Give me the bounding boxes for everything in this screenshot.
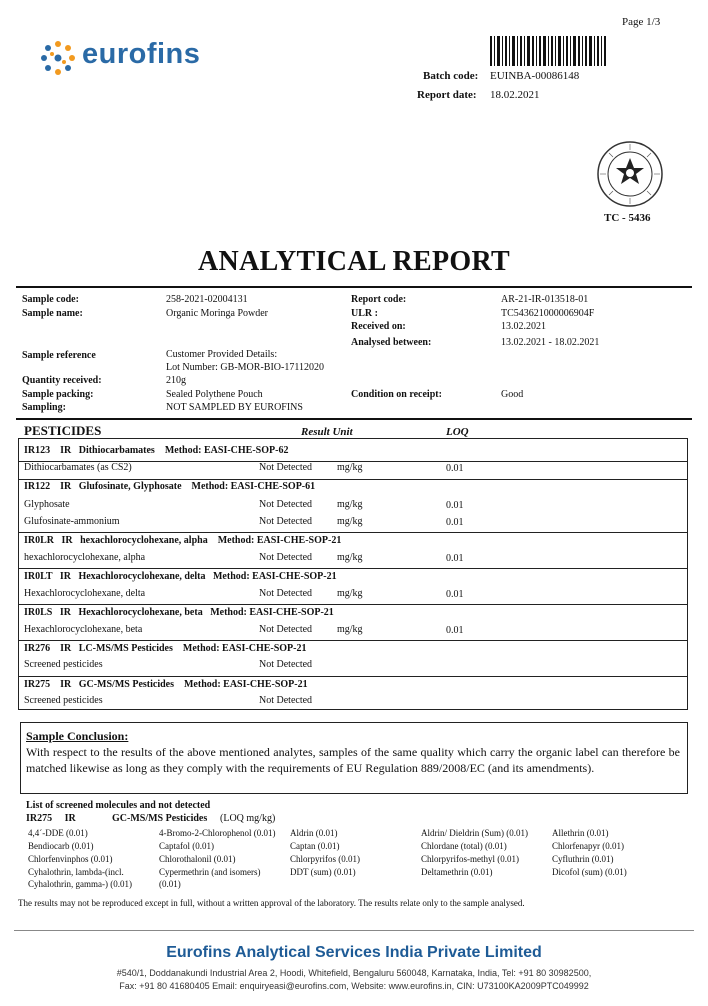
analyte-result: Not Detected bbox=[259, 659, 313, 670]
method-header-ir0lt: IR0LT IR Hexachlorocyclohexane, delta Method: EASI-CHE-SOP-21 bbox=[24, 571, 337, 582]
analyte-name: Dithiocarbamates (as CS2) bbox=[24, 462, 132, 473]
analyte-unit: mg/kg bbox=[337, 624, 363, 635]
batch-code-label: Batch code: bbox=[423, 70, 479, 82]
screened-code: IR275 IR bbox=[26, 813, 76, 824]
analysed-label: Analysed between: bbox=[351, 337, 432, 348]
analyte-unit: mg/kg bbox=[337, 552, 363, 563]
report-date-value: 18.02.2021 bbox=[490, 89, 540, 101]
molecule-item: Bendiocarb (0.01) bbox=[28, 841, 94, 851]
conclusion-text: With respect to the results of the above mentioned analytes, samples of the same quality which carry the organic label can therefore be matched likewise as long as they comply with the requirements of EU Regulation 889/2008/EC (and its amendments). bbox=[26, 745, 680, 775]
group-divider bbox=[18, 479, 688, 480]
received-label: Received on: bbox=[351, 321, 406, 332]
screened-title: List of screened molecules and not detected bbox=[26, 800, 211, 811]
condition-value: Good bbox=[501, 389, 524, 400]
disclaimer: The results may not be reproduced except in full, without a written approval of the laboratory. The results relate only to the sample analysed. bbox=[18, 898, 525, 908]
sample-reference-value-1: Customer Provided Details: bbox=[166, 349, 278, 360]
page-number: Page 1/3 bbox=[622, 16, 661, 28]
analyte-result: Not Detected bbox=[259, 462, 313, 473]
received-value: 13.02.2021 bbox=[501, 321, 546, 332]
report-code-label: Report code: bbox=[351, 294, 407, 305]
company-address-line-2: Fax: +91 80 41680405 Email: enquiryeasi@eurofins.com, Website: www.eurofins.in, CIN: U73100KA2009PTC049992 bbox=[119, 981, 589, 991]
packing-label: Sample packing: bbox=[22, 389, 94, 400]
analyte-result: Not Detected bbox=[259, 552, 313, 563]
molecule-item: Allethrin (0.01) bbox=[552, 828, 609, 838]
company-address-line-1: #540/1, Doddanakundi Industrial Area 2, Hoodi, Whitefield, Bengaluru 560048, Karnataka, India, Tel: +91 80 30982500, bbox=[116, 968, 592, 978]
analyte-name: Glyphosate bbox=[24, 499, 70, 510]
method-header-ir123: IR123 IR Dithiocarbamates Method: EASI-CHE-SOP-62 bbox=[24, 445, 289, 456]
analyte-result: Not Detected bbox=[259, 588, 313, 599]
conclusion-title: Sample Conclusion: bbox=[26, 729, 129, 743]
accreditation-seal-icon bbox=[596, 140, 664, 208]
analyte-name: hexachlorocyclohexane, alpha bbox=[24, 552, 146, 563]
method-header-ir275: IR275 IR GC-MS/MS Pesticides Method: EASI-CHE-SOP-21 bbox=[24, 679, 308, 690]
sample-code-label: Sample code: bbox=[22, 294, 79, 305]
sample-name-value: Organic Moringa Powder bbox=[166, 308, 269, 319]
batch-code-value: EUINBA-00086148 bbox=[490, 70, 580, 82]
result-unit-header: Result Unit bbox=[301, 426, 353, 438]
analyte-loq: 0.01 bbox=[446, 553, 464, 564]
sample-reference-label: Sample reference bbox=[22, 350, 96, 361]
packing-value: Sealed Polythene Pouch bbox=[166, 389, 263, 400]
analyte-result: Not Detected bbox=[259, 516, 313, 527]
analyte-name: Hexachlorocyclohexane, delta bbox=[24, 588, 146, 599]
analyte-unit: mg/kg bbox=[337, 588, 363, 599]
title-divider bbox=[16, 286, 692, 288]
analyte-name: Screened pesticides bbox=[24, 659, 103, 670]
ulr-label: ULR : bbox=[351, 308, 378, 319]
analyte-name: Glufosinate-ammonium bbox=[24, 516, 120, 527]
method-header-ir122: IR122 IR Glufosinate, Glyphosate Method: EASI-CHE-SOP-61 bbox=[24, 481, 316, 492]
molecule-item: Aldrin/ Dieldrin (Sum) (0.01) bbox=[421, 828, 528, 838]
molecule-item: 4,4´-DDE (0.01) bbox=[28, 828, 88, 838]
analyte-result: Not Detected bbox=[259, 499, 313, 510]
analyte-result: Not Detected bbox=[259, 624, 313, 635]
sampling-value: NOT SAMPLED BY EUROFINS bbox=[166, 402, 303, 413]
method-header-ir0ls: IR0LS IR Hexachlorocyclohexane, beta Method: EASI-CHE-SOP-21 bbox=[24, 607, 334, 618]
molecule-item: Deltamethrin (0.01) bbox=[421, 867, 493, 877]
quantity-label: Quantity received: bbox=[22, 375, 102, 386]
molecule-item: Captan (0.01) bbox=[290, 841, 340, 851]
analyte-loq: 0.01 bbox=[446, 463, 464, 474]
barcode-icon bbox=[490, 36, 606, 66]
analyte-result: Not Detected bbox=[259, 695, 313, 706]
group-divider bbox=[18, 676, 688, 677]
method-header-ir0lr: IR0LR IR hexachlorocyclohexane, alpha Method: EASI-CHE-SOP-21 bbox=[24, 535, 342, 546]
company-name: Eurofins Analytical Services India Private Limited bbox=[166, 944, 542, 961]
ulr-value: TC543621000006904F bbox=[501, 308, 595, 319]
molecule-item: Cyfluthrin (0.01) bbox=[552, 854, 614, 864]
analyte-loq: 0.01 bbox=[446, 500, 464, 511]
eurofins-logo bbox=[38, 38, 228, 78]
method-header-ir276: IR276 IR LC-MS/MS Pesticides Method: EASI-CHE-SOP-21 bbox=[24, 643, 307, 654]
sampling-label: Sampling: bbox=[22, 402, 66, 413]
analyte-loq: 0.01 bbox=[446, 589, 464, 600]
group-divider bbox=[18, 604, 688, 605]
quantity-value: 210g bbox=[166, 375, 186, 386]
molecule-item: Chlorpyrifos (0.01) bbox=[290, 854, 360, 864]
molecule-item: Chlorothalonil (0.01) bbox=[159, 854, 236, 864]
logo-dots-icon bbox=[38, 38, 78, 78]
screened-loq: (LOQ mg/kg) bbox=[220, 813, 276, 824]
sample-code-value: 258-2021-02004131 bbox=[166, 294, 248, 305]
pesticides-heading: PESTICIDES bbox=[24, 423, 102, 438]
molecule-item: Chlordane (total) (0.01) bbox=[421, 841, 507, 851]
analyte-unit: mg/kg bbox=[337, 516, 363, 527]
molecule-item: DDT (sum) (0.01) bbox=[290, 867, 356, 877]
molecule-item: Cyhalothrin, gamma-) (0.01) bbox=[28, 879, 132, 889]
sample-name-label: Sample name: bbox=[22, 308, 83, 319]
analyte-name: Hexachlorocyclohexane, beta bbox=[24, 624, 143, 635]
sample-reference-value-2: Lot Number: GB-MOR-BIO-17112020 bbox=[166, 362, 324, 373]
group-divider bbox=[18, 568, 688, 569]
molecule-item: Chlorfenvinphos (0.01) bbox=[28, 854, 113, 864]
condition-label: Condition on receipt: bbox=[351, 389, 442, 400]
accreditation-number: TC - 5436 bbox=[604, 212, 651, 224]
analyte-loq: 0.01 bbox=[446, 625, 464, 636]
report-title: ANALYTICAL REPORT bbox=[198, 246, 510, 277]
analyte-name: Screened pesticides bbox=[24, 695, 103, 706]
molecule-item: Dicofol (sum) (0.01) bbox=[552, 867, 627, 877]
molecule-item: Captafol (0.01) bbox=[159, 841, 214, 851]
molecule-item: Cyhalothrin, lambda-(incl. bbox=[28, 867, 124, 877]
group-divider bbox=[18, 640, 688, 641]
molecule-item: (0.01) bbox=[159, 879, 181, 889]
logo-wordmark: eurofins bbox=[82, 38, 201, 70]
report-date-label: Report date: bbox=[417, 89, 477, 101]
analyte-loq: 0.01 bbox=[446, 517, 464, 528]
molecule-item: Aldrin (0.01) bbox=[290, 828, 338, 838]
screened-method: GC-MS/MS Pesticides bbox=[112, 813, 208, 824]
analyte-unit: mg/kg bbox=[337, 499, 363, 510]
group-divider bbox=[18, 532, 688, 533]
molecule-item: 4-Bromo-2-Chlorophenol (0.01) bbox=[159, 828, 276, 838]
footer-divider bbox=[14, 930, 694, 931]
analyte-unit: mg/kg bbox=[337, 462, 363, 473]
sample-divider bbox=[16, 418, 692, 420]
molecule-item: Cypermethrin (and isomers) bbox=[159, 867, 261, 877]
molecule-item: Chlorfenapyr (0.01) bbox=[552, 841, 624, 851]
report-code-value: AR-21-IR-013518-01 bbox=[501, 294, 589, 305]
molecule-item: Chlorpyrifos-methyl (0.01) bbox=[421, 854, 519, 864]
loq-header: LOQ bbox=[446, 426, 469, 438]
analysed-value: 13.02.2021 - 18.02.2021 bbox=[501, 337, 600, 348]
